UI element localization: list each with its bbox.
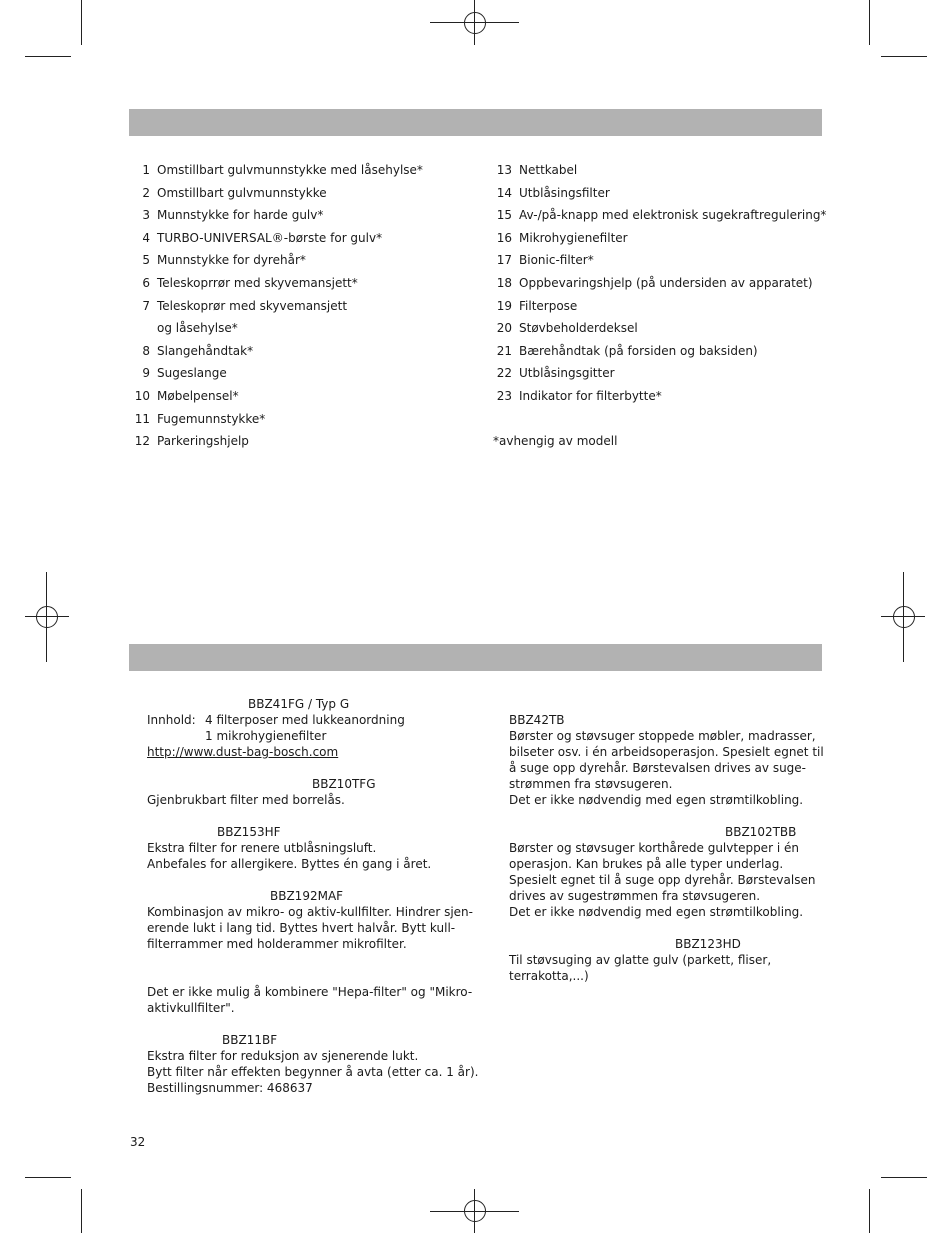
item-number: 4 <box>142 230 150 245</box>
bbz42tb-line5: Det er ikke nødvendig med egen strømtilkobling. <box>509 793 804 807</box>
bbz192maf-line1: Kombinasjon av mikro- og aktiv-kullfilter. Hindrer sjen- <box>147 905 473 919</box>
list-item <box>490 340 826 363</box>
item-label: Sugeslange <box>157 366 227 381</box>
bbz192maf-line3: filterrammer med holderammer mikrofilter. <box>147 937 407 951</box>
section-band-accessories <box>129 644 822 671</box>
item-label: Teleskoprrør med skyvemansjett* <box>157 275 358 290</box>
item-number: 22 <box>496 366 512 381</box>
item-label: Munnstykke for harde gulv* <box>157 208 324 223</box>
crop-mark-bottom-left-h <box>25 1177 71 1178</box>
bbz11bf-line2: Bytt filter når effekten begynner å avta (etter ca. 1 år). <box>147 1065 479 1079</box>
item-label: Av-/på-knapp med elektronisk sugekraftregulering* <box>519 208 827 223</box>
item-number: 2 <box>142 185 150 200</box>
list-item <box>128 159 423 182</box>
bbz192maf-line2: erende lukt i lang tid. Byttes hvert halvår. Bytt kull- <box>147 921 456 935</box>
list-item <box>128 204 423 227</box>
list-item <box>128 317 423 340</box>
item-label: Indikator for filterbytte* <box>519 388 662 403</box>
item-label: Filterpose <box>519 298 578 313</box>
bbz153hf-code: BBZ153HF <box>217 825 281 839</box>
list-item <box>128 249 423 272</box>
list-item <box>490 317 826 340</box>
item-number: 8 <box>142 343 150 358</box>
combination-note-line1: Det er ikke mulig å kombinere "Hepa-filter" og "Mikro- <box>147 985 473 999</box>
list-item <box>490 159 826 182</box>
list-item <box>128 430 423 453</box>
crop-mark-top-left-v <box>81 0 82 45</box>
footnote: *avhengig av modell <box>493 434 618 448</box>
bbz102tbb-code: BBZ102TBB <box>725 825 797 839</box>
item-number: 12 <box>134 434 150 449</box>
parts-list-right <box>490 159 826 408</box>
registration-top-circle <box>464 12 486 34</box>
bbz42tb-line4: strømmen fra støvsugeren. <box>509 777 673 791</box>
list-item <box>490 295 826 318</box>
item-number: 3 <box>142 208 150 223</box>
list-item <box>128 295 423 318</box>
bbz102tbb-line1: Børster og støvsuger korthårede gulvtepper i én <box>509 841 799 855</box>
crop-mark-top-right-v <box>869 0 870 45</box>
dust-bag-link[interactable]: http://www.dust-bag-bosch.com <box>147 745 339 759</box>
bbz41fg-code: BBZ41FG / Typ G <box>248 697 350 711</box>
crop-mark-bottom-left-v <box>81 1189 82 1233</box>
list-item <box>128 385 423 408</box>
bbz41fg-line2: 1 mikrohygienefilter <box>205 729 327 743</box>
item-label: Møbelpensel* <box>157 388 239 403</box>
list-item <box>128 182 423 205</box>
item-number: 18 <box>496 275 512 290</box>
item-label: Fugemunnstykke* <box>157 411 266 426</box>
crop-mark-top-left-h <box>25 56 71 57</box>
item-label: Slangehåndtak* <box>157 343 254 358</box>
item-number: 23 <box>496 388 512 403</box>
list-item <box>128 227 423 250</box>
item-label: TURBO-UNIVERSAL®-børste for gulv* <box>157 230 383 245</box>
item-label: Nettkabel <box>519 163 578 177</box>
bbz153hf-line2: Anbefales for allergikere. Byttes én gang i året. <box>147 857 432 871</box>
list-item <box>490 204 826 227</box>
registration-left-circle <box>36 606 58 628</box>
item-number: 10 <box>134 388 150 403</box>
bbz123hd-line2: terrakotta,...) <box>509 969 589 983</box>
list-item <box>128 362 423 385</box>
item-label: Utblåsingsfilter <box>519 185 610 200</box>
section-band-parts <box>129 109 822 136</box>
bbz11bf-code: BBZ11BF <box>222 1033 278 1047</box>
list-item <box>128 272 423 295</box>
item-number: 17 <box>496 253 512 268</box>
list-item <box>128 340 423 363</box>
bbz42tb-line1: Børster og støvsuger stoppede møbler, madrasser, <box>509 729 816 743</box>
bbz42tb-code: BBZ42TB <box>509 713 565 727</box>
crop-mark-bottom-right-v <box>869 1189 870 1233</box>
bbz102tbb-line5: Det er ikke nødvendig med egen strømtilkobling. <box>509 905 804 919</box>
crop-mark-bottom-right-h <box>881 1177 927 1178</box>
list-item <box>490 249 826 272</box>
registration-right-circle <box>893 606 915 628</box>
item-label: Mikrohygienefilter <box>519 230 628 245</box>
registration-bottom-circle <box>464 1200 486 1222</box>
item-number: 14 <box>496 185 512 200</box>
item-label: Teleskoprør med skyvemansjett <box>157 298 348 313</box>
bbz192maf-code: BBZ192MAF <box>270 889 344 903</box>
bbz123hd-line1: Til støvsuging av glatte gulv (parkett, fliser, <box>509 953 772 967</box>
item-label: Omstillbart gulvmunnstykke med låsehylse* <box>157 163 423 177</box>
item-label: Omstillbart gulvmunnstykke <box>157 185 327 200</box>
item-label: Munnstykke for dyrehår* <box>157 253 306 268</box>
bbz10tfg-text: Gjenbrukbart filter med borrelås. <box>147 793 345 807</box>
bbz42tb-line3: å suge opp dyrehår. Børstevalsen drives av suge- <box>509 761 807 775</box>
list-item <box>128 408 423 431</box>
bbz41fg-label: Innhold: <box>147 713 196 727</box>
item-number: 13 <box>496 163 512 177</box>
item-label: Oppbevaringshjelp (på undersiden av apparatet) <box>519 275 813 290</box>
bbz102tbb-line2: operasjon. Kan brukes på alle typer underlag. <box>509 857 784 871</box>
item-label: Støvbeholderdeksel <box>519 321 638 336</box>
bbz102tbb-line4: drives av sugestrømmen fra støvsugeren. <box>509 889 761 903</box>
list-item <box>490 385 826 408</box>
item-number: 9 <box>142 366 150 381</box>
bbz11bf-line1: Ekstra filter for reduksjon av sjenerende lukt. <box>147 1049 419 1063</box>
bbz123hd-code: BBZ123HD <box>675 937 741 951</box>
item-number: 21 <box>496 343 512 358</box>
item-number: 11 <box>134 411 150 426</box>
item-number: 19 <box>496 298 512 313</box>
item-label: Bionic-filter* <box>519 253 594 268</box>
item-number: 1 <box>142 163 150 177</box>
item-label: og låsehylse* <box>157 321 238 336</box>
list-item <box>490 182 826 205</box>
bbz41fg-line1: 4 filterposer med lukkeanordning <box>205 713 405 727</box>
bbz153hf-line1: Ekstra filter for renere utblåsningsluft. <box>147 841 377 855</box>
combination-note-line2: aktivkullfilter". <box>147 1001 235 1015</box>
bbz11bf-line3: Bestillingsnummer: 468637 <box>147 1081 313 1095</box>
item-number: 7 <box>142 298 150 313</box>
crop-mark-top-right-h <box>881 56 927 57</box>
bbz42tb-line2: bilseter osv. i én arbeidsoperasjon. Spesielt egnet til <box>509 745 824 759</box>
page-number: 32 <box>130 1135 146 1149</box>
item-number: 6 <box>142 275 150 290</box>
item-label: Bærehåndtak (på forsiden og baksiden) <box>519 343 758 358</box>
item-number: 15 <box>496 208 512 223</box>
item-number: 20 <box>496 321 512 336</box>
item-label: Utblåsingsgitter <box>519 366 615 381</box>
list-item <box>490 362 826 385</box>
parts-list-left <box>128 159 423 453</box>
list-item <box>490 227 826 250</box>
item-number: 5 <box>142 253 150 268</box>
item-label: Parkeringshjelp <box>157 434 249 449</box>
bbz10tfg-code: BBZ10TFG <box>312 777 376 791</box>
list-item <box>490 272 826 295</box>
item-number: 16 <box>496 230 512 245</box>
bbz102tbb-line3: Spesielt egnet til å suge opp dyrehår. Børstevalsen <box>509 873 816 887</box>
